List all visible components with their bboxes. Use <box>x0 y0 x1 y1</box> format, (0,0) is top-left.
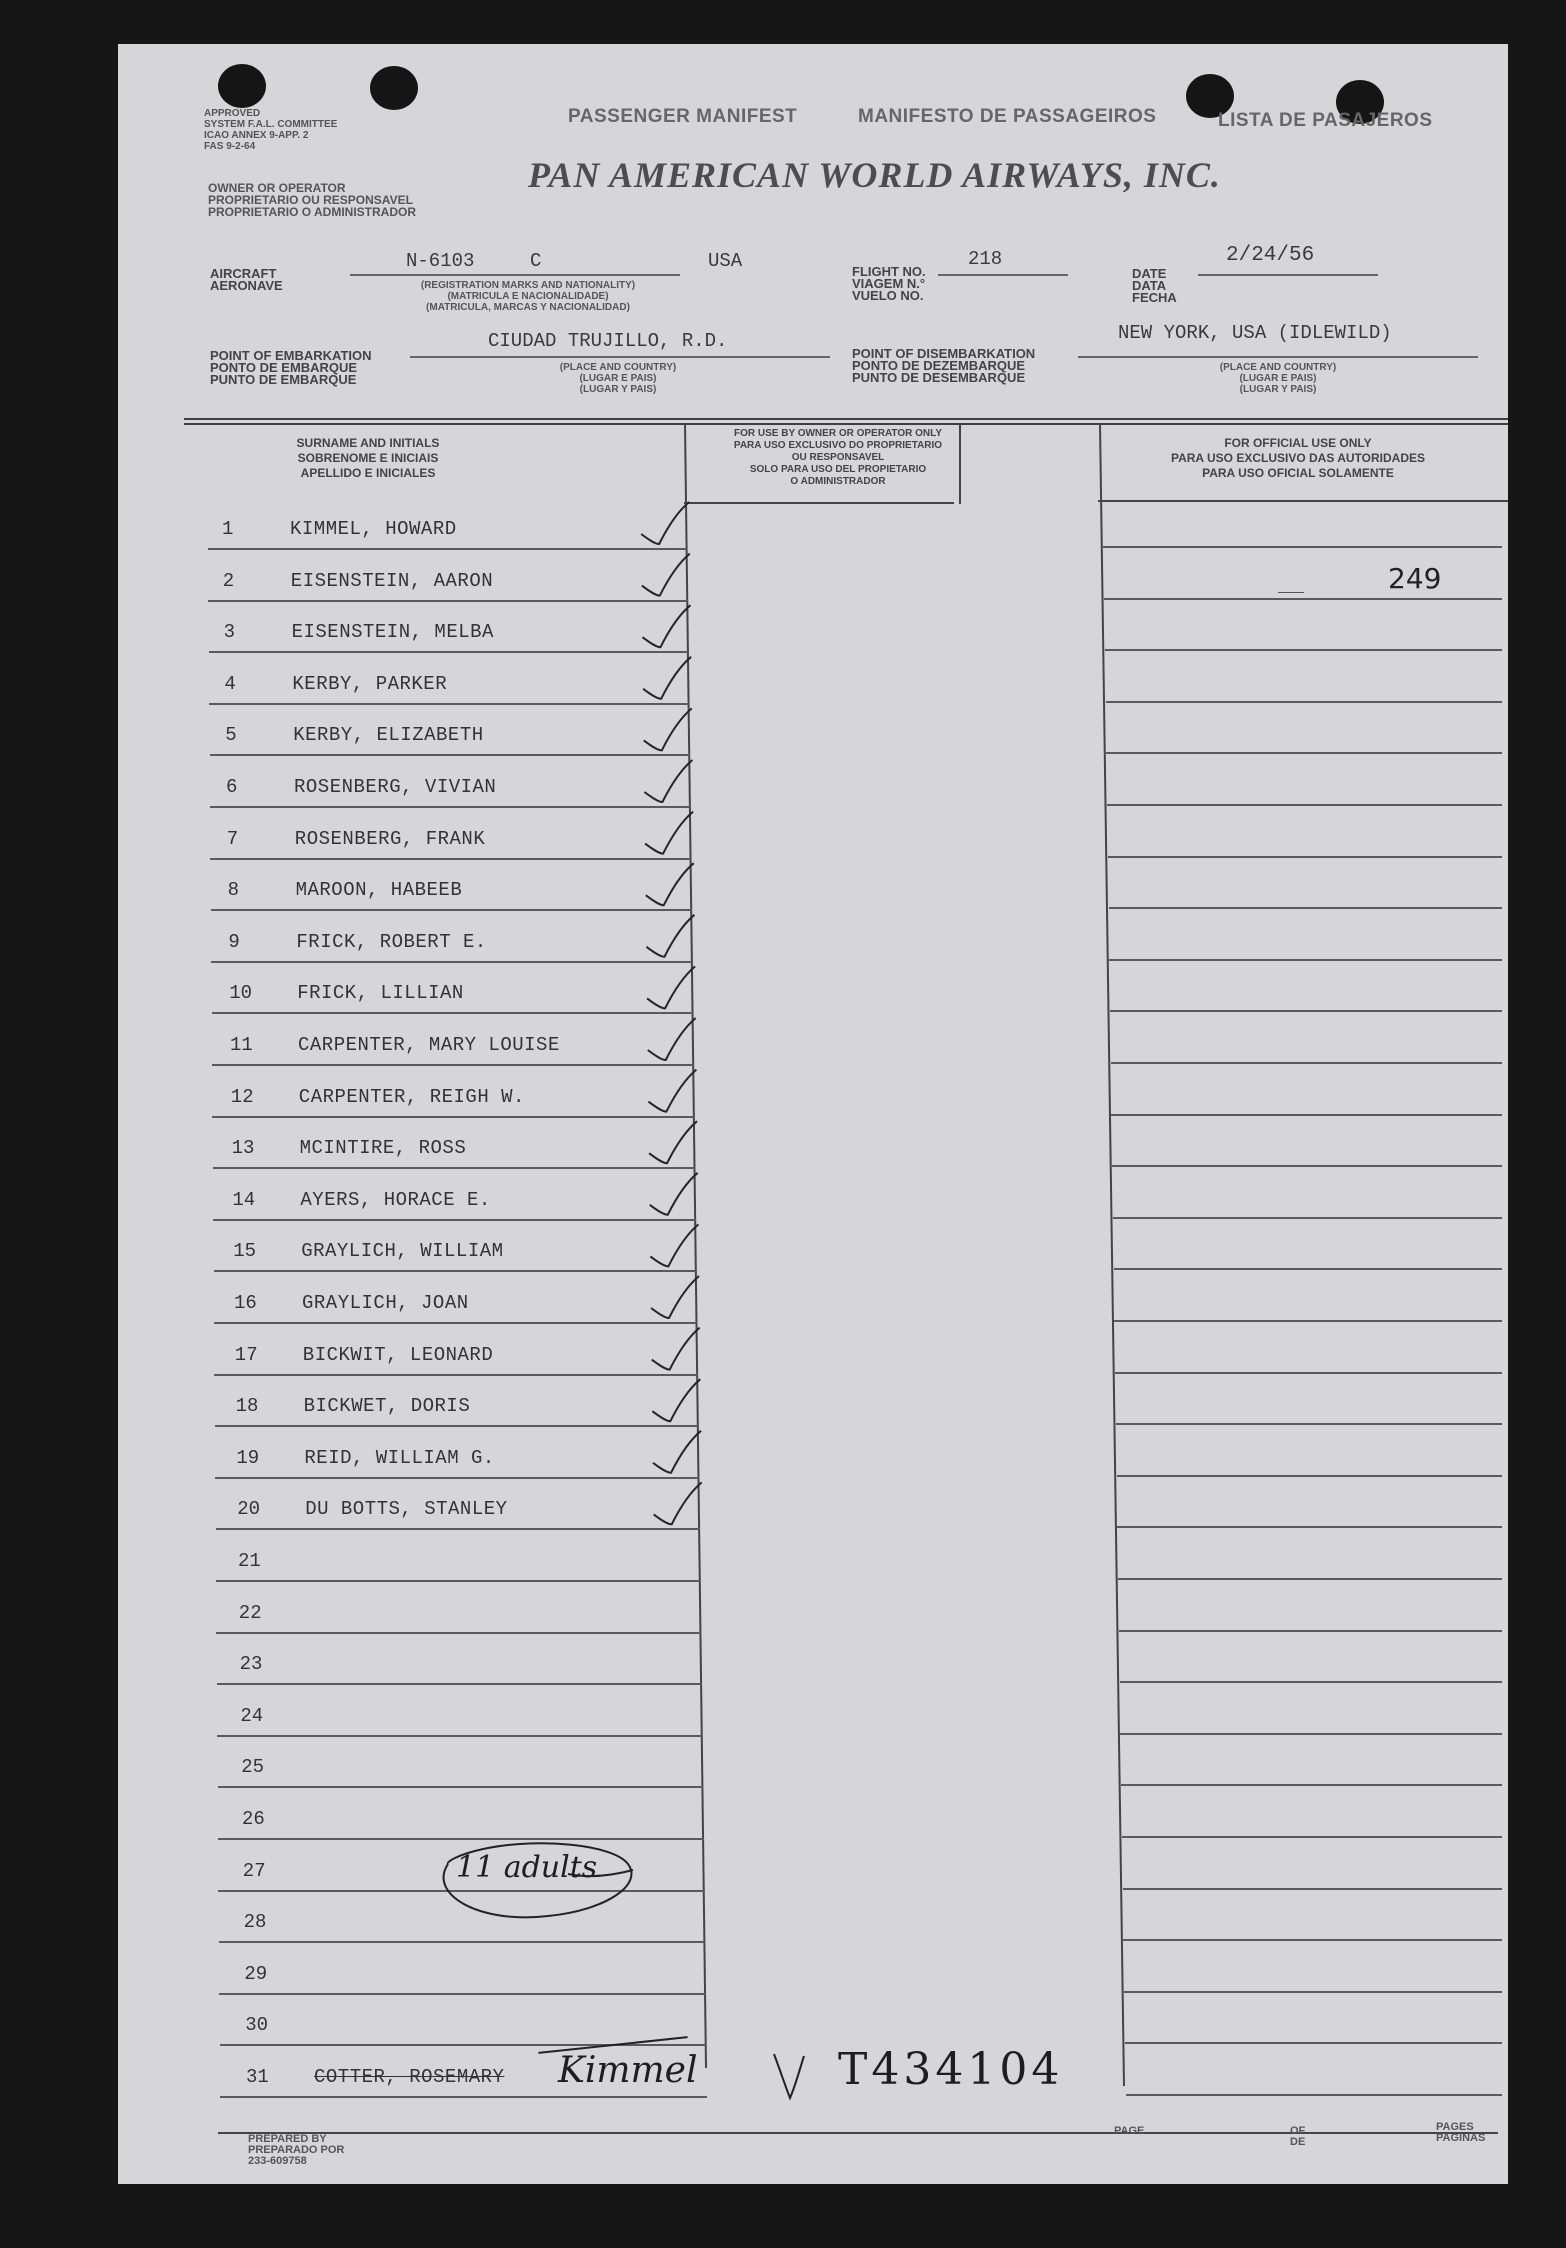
row-check-mark <box>646 915 694 957</box>
caption-line: (LUGAR E PAIS) <box>1239 373 1317 384</box>
passenger-name: BICKWIT, LEONARD <box>302 1343 494 1366</box>
date-label-line: FECHA <box>1132 290 1177 305</box>
operator-name: PAN AMERICAN WORLD AIRWAYS, INC. <box>528 155 1221 195</box>
row-number: 14 <box>232 1188 256 1211</box>
row-number: 6 <box>226 776 238 798</box>
operator-header-line: OU RESPONSAVEL <box>791 452 885 463</box>
row-number: 9 <box>228 930 240 953</box>
handwritten-ticket-number: T434104 <box>838 2044 1064 2095</box>
passenger-name: MAROON, HABEEB <box>295 879 463 902</box>
of-label-line: OF <box>1290 2125 1306 2137</box>
row-check-mark <box>642 554 690 596</box>
official-dash <box>1278 592 1304 593</box>
operator-header-line: PARA USO EXCLUSIVO DO PROPRIETARIO <box>733 440 943 451</box>
pages-label-line: PAGINAS <box>1436 2132 1486 2144</box>
row-check-mark <box>645 812 693 854</box>
official-dash <box>1278 546 1304 547</box>
nationality-value: USA <box>708 250 743 272</box>
names-header-line: APELLIDO E INICIALES <box>300 466 436 480</box>
disembarkation-label-line: POINT OF DISEMBARKATION <box>852 346 1036 361</box>
row-number: 21 <box>238 1550 261 1572</box>
passenger-name: GRAYLICH, JOAN <box>302 1292 469 1314</box>
names-header-line: SOBRENOME E INICIAIS <box>297 451 439 465</box>
title-portuguese: MANIFESTO DE PASSAGEIROS <box>858 106 1157 127</box>
embarkation-label-line: POINT OF EMBARKATION <box>210 348 372 363</box>
approval-line: ICAO ANNEX 9-APP. 2 <box>204 130 309 141</box>
row-check-mark <box>652 1379 700 1421</box>
caption-line: (MATRICULA E NACIONALIDADE) <box>447 291 609 302</box>
operator-header-line: FOR USE BY OWNER OR OPERATOR ONLY <box>734 428 942 439</box>
embarkation-label-line: PUNTO DE EMBARQUE <box>210 372 357 387</box>
prepared-by-label <box>248 2134 344 2167</box>
pages-label-line: PAGES <box>1436 2121 1474 2133</box>
handwritten-check <box>768 2048 808 2108</box>
row-number: 27 <box>242 1859 266 1882</box>
row-number: 19 <box>236 1446 260 1469</box>
passenger-name: EISENSTEIN, AARON <box>290 569 494 592</box>
manifest-sheet <box>118 44 1508 2184</box>
row-number: 12 <box>230 1085 254 1108</box>
date-value: 2/24/56 <box>1226 244 1315 267</box>
row-number: 29 <box>244 1962 268 1985</box>
approval-line: FAS 9-2-64 <box>204 141 256 152</box>
row-number: 11 <box>230 1034 253 1056</box>
of-label <box>1290 2126 1305 2148</box>
row-check-mark <box>654 1482 702 1524</box>
disembarkation-label-line: PUNTO DE DESEMBARQUE <box>852 370 1026 385</box>
row-number: 20 <box>237 1498 260 1521</box>
row-number: 25 <box>241 1756 264 1779</box>
passenger-name: ROSENBERG, VIVIAN <box>294 776 497 798</box>
prepared-by-line: PREPARADO POR <box>248 2144 345 2156</box>
row-check-mark <box>643 657 691 699</box>
passenger-name: COTTER, ROSEMARY <box>314 2066 505 2088</box>
caption-line: (PLACE AND COUNTRY) <box>559 362 677 373</box>
aircraft-label-line: AIRCRAFT <box>210 266 277 281</box>
flight-label-line: VUELO NO. <box>852 288 924 303</box>
footer-rule <box>218 2132 1498 2134</box>
adults-note: 11 adults <box>456 1850 598 1885</box>
operator-header-line: O ADMINISTRADOR <box>790 476 886 487</box>
passenger-name: KERBY, PARKER <box>292 672 448 695</box>
official-header-line: PARA USO EXCLUSIVO DAS AUTORIDADES <box>1170 451 1426 465</box>
passenger-name: GRAYLICH, WILLIAM <box>301 1240 504 1263</box>
aircraft-label-line: AERONAVE <box>210 278 283 293</box>
passenger-name: FRICK, LILLIAN <box>297 982 464 1005</box>
approval-line: APPROVED <box>204 108 261 119</box>
row-check-mark <box>648 1070 696 1112</box>
row-number: 3 <box>223 621 235 644</box>
owner-label-line: PROPRIETARIO OU RESPONSAVEL <box>208 193 413 207</box>
row-check-mark <box>650 1173 698 1215</box>
row-check-mark <box>644 708 692 750</box>
passenger-name: DU BOTTS, STANLEY <box>305 1498 508 1521</box>
row-number: 23 <box>239 1653 263 1676</box>
of-label-line: DE <box>1290 2136 1306 2148</box>
flight-number-value: 218 <box>968 248 1003 270</box>
row-number: 13 <box>231 1137 255 1160</box>
date-label-line: DATA <box>1132 278 1167 293</box>
row-number: 7 <box>226 827 239 850</box>
form-number: 233-609758 <box>248 2155 307 2167</box>
row-number: 8 <box>227 879 239 902</box>
official-header-line: FOR OFFICIAL USE ONLY <box>1224 436 1372 450</box>
row-number: 2 <box>222 569 235 592</box>
passenger-name: KIMMEL, HOWARD <box>290 518 457 540</box>
row-check-mark <box>644 760 692 802</box>
caption-line: (PLACE AND COUNTRY) <box>1219 362 1337 373</box>
row-number: 18 <box>235 1395 259 1418</box>
row-number: 4 <box>224 672 236 695</box>
embarkation-value: CIUDAD TRUJILLO, R.D. <box>488 330 728 352</box>
row-check-mark <box>641 502 689 544</box>
page-label: PAGE <box>1114 2125 1145 2137</box>
row-number: 26 <box>242 1808 265 1830</box>
passenger-name: CARPENTER, REIGH W. <box>298 1085 525 1108</box>
caption-line: (REGISTRATION MARKS AND NATIONALITY) <box>420 280 636 291</box>
passenger-name: BICKWET, DORIS <box>303 1395 471 1418</box>
disembarkation-value: NEW YORK, USA (IDLEWILD) <box>1118 322 1392 344</box>
owner-label-line: OWNER OR OPERATOR <box>208 181 346 195</box>
passenger-name: ROSENBERG, FRANK <box>294 827 486 850</box>
passenger-name: KERBY, ELIZABETH <box>293 724 484 747</box>
operator-header-line: SOLO PARA USO DEL PROPIETARIO <box>749 464 927 475</box>
handwritten-surname: Kimmel <box>558 2050 698 2091</box>
row-number: 10 <box>229 982 252 1005</box>
row-check-mark <box>642 605 690 647</box>
row-number: 28 <box>243 1911 267 1934</box>
row-number: 17 <box>234 1343 258 1366</box>
row-number: 30 <box>245 2014 268 2037</box>
row-check-mark <box>650 1224 698 1266</box>
row-number: 1 <box>222 518 234 540</box>
row-check-mark <box>651 1276 699 1318</box>
passenger-name: AYERS, HORACE E. <box>300 1188 491 1211</box>
caption-line: (MATRICULA, MARCAS Y NACIONALIDAD) <box>426 302 630 313</box>
official-number: 249 <box>1388 562 1442 595</box>
row-number: 24 <box>240 1704 264 1727</box>
passenger-name: REID, WILLIAM G. <box>304 1446 495 1469</box>
row-check-mark <box>652 1328 700 1370</box>
caption-line: (LUGAR Y PAIS) <box>1239 384 1317 395</box>
registration-suffix: C <box>530 250 542 272</box>
row-check-mark <box>646 863 694 905</box>
flight-label-line: VIAGEM N.° <box>852 276 926 291</box>
date-label-line: DATE <box>1132 266 1167 281</box>
row-check-mark <box>648 1018 696 1060</box>
approval-line: SYSTEM F.A.L. COMMITTEE <box>204 119 338 130</box>
registration-value: N-6103 <box>406 250 475 272</box>
passenger-name: CARPENTER, MARY LOUISE <box>298 1034 560 1056</box>
embarkation-label-line: PONTO DE EMBARQUE <box>210 360 358 375</box>
owner-label-line: PROPRIETARIO O ADMINISTRADOR <box>208 205 417 219</box>
official-header-line: PARA USO OFICIAL SOLAMENTE <box>1202 466 1394 480</box>
names-header-line: SURNAME AND INITIALS <box>296 436 440 450</box>
row-check-mark <box>647 966 695 1008</box>
pages-label <box>1436 2122 1485 2144</box>
title-english: PASSENGER MANIFEST <box>568 106 798 127</box>
row-number: 31 <box>246 2066 269 2088</box>
disembarkation-label-line: PONTO DE DEZEMBARQUE <box>852 358 1026 373</box>
check-marks <box>118 44 1508 2184</box>
row-number: 22 <box>238 1601 262 1624</box>
passenger-name: FRICK, ROBERT E. <box>296 930 487 953</box>
passenger-name: EISENSTEIN, MELBA <box>291 621 494 644</box>
passenger-name: MCINTIRE, ROSS <box>299 1137 467 1160</box>
caption-line: (LUGAR E PAIS) <box>579 373 657 384</box>
caption-line: (LUGAR Y PAIS) <box>579 384 657 395</box>
row-number: 15 <box>233 1240 256 1263</box>
row-check-mark <box>653 1431 701 1473</box>
row-number: 16 <box>234 1292 257 1314</box>
prepared-by-line: PREPARED BY <box>248 2133 327 2145</box>
flight-label-line: FLIGHT NO. <box>852 264 926 279</box>
row-number: 5 <box>225 724 237 747</box>
title-spanish: LISTA DE PASAJEROS <box>1218 110 1433 131</box>
row-check-mark <box>649 1121 697 1163</box>
